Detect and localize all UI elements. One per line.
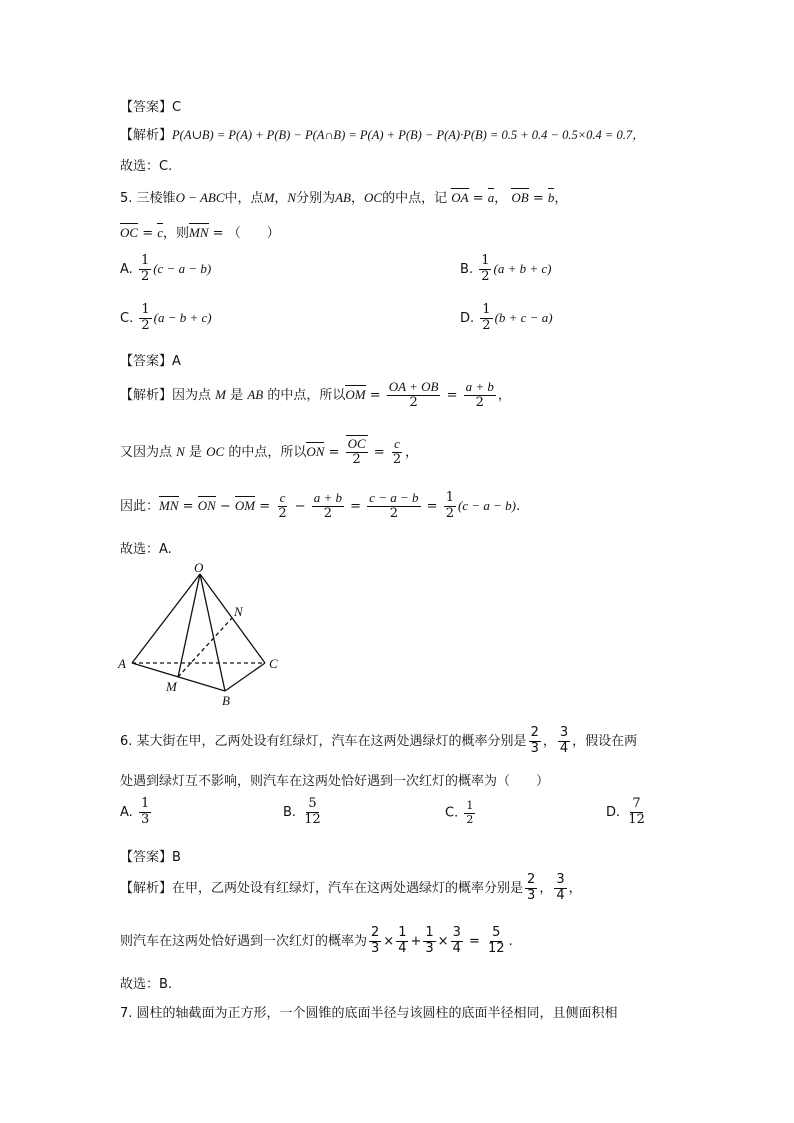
frac-den: 12: [304, 811, 321, 827]
answer-label: 【答案】: [120, 100, 173, 115]
frac-num: 1: [398, 925, 407, 940]
q6-conclusion: 故选：B.: [120, 977, 173, 992]
vec-om: OM: [234, 497, 256, 513]
comma: ，: [568, 880, 582, 896]
answer-value: A: [172, 354, 181, 369]
option-label: C.: [445, 805, 459, 821]
point-m: M: [263, 190, 275, 205]
frac-den: 2: [389, 505, 399, 521]
frac-num: 3: [556, 872, 565, 887]
q5-conclusion: 故选：A.: [120, 542, 172, 557]
frac-den: 2: [475, 394, 484, 410]
frac-num: 2: [530, 725, 539, 740]
frac-den: 2: [481, 268, 490, 284]
q6-option-d[interactable]: [606, 797, 649, 828]
q5-option-a[interactable]: [120, 254, 211, 285]
text: 是: [230, 387, 244, 403]
frac-den: 2: [409, 394, 418, 410]
text: 是: [188, 444, 202, 460]
question-number: 6.: [120, 733, 133, 749]
option-expr: (b + c − a): [494, 309, 553, 325]
question-number: 7.: [120, 1006, 133, 1021]
frac-num: OC: [347, 436, 366, 451]
frac-den: 2: [482, 317, 491, 333]
point-n: N: [176, 443, 185, 459]
frac-den: 2: [140, 268, 150, 284]
frac-den: 2: [278, 505, 287, 521]
frac-num: 3: [452, 925, 461, 940]
vec-on: ON: [306, 443, 325, 459]
answer-value: B: [172, 850, 181, 865]
label-b: B: [222, 693, 230, 708]
frac-num: 7: [632, 796, 641, 811]
frac-num: 1: [141, 302, 150, 317]
stem-text: 某大街在甲，乙两处设有红绿灯，汽车在这两处遇绿灯的概率分别是: [136, 733, 527, 749]
frac-num: 1: [140, 253, 150, 268]
frac-num: c − a − b: [369, 490, 419, 505]
q6-option-a[interactable]: [120, 797, 153, 828]
text: 则汽车在这两处恰好遇到一次红灯的概率为: [120, 933, 368, 949]
text: 因为点: [172, 387, 212, 403]
frac-num: 5: [308, 796, 317, 811]
analysis-label: 【解析】: [120, 128, 173, 143]
frac-den: 12: [488, 940, 505, 956]
label-a: A: [118, 656, 126, 671]
frac-num: 1: [466, 799, 474, 812]
point-n: N: [287, 190, 297, 205]
option-expr: (a − b + c): [153, 309, 212, 325]
comma: ，: [405, 444, 419, 460]
option-label: B.: [283, 804, 297, 820]
vec-oa: OA: [451, 190, 469, 205]
vec-ob: OB: [511, 190, 529, 205]
seg-oc: OC: [364, 190, 383, 205]
frac-num: 1: [482, 302, 491, 317]
frac-den: 2: [141, 317, 150, 333]
frac-num: 1: [425, 925, 434, 940]
label-m: M: [166, 679, 177, 694]
final-expr: (c − a − b): [458, 497, 516, 513]
frac-num: a + b: [313, 490, 343, 505]
frac-den: 3: [140, 811, 150, 827]
comma: ，: [554, 191, 568, 206]
label-c: C: [269, 656, 278, 671]
seg-oc: OC: [206, 443, 225, 459]
frac-den: 4: [559, 740, 569, 756]
label-o: O: [194, 560, 204, 575]
frac-den: 2: [323, 505, 333, 521]
segment-mn-hidden: [178, 618, 232, 677]
frac-num: 1: [445, 490, 454, 505]
frac-num: c: [394, 436, 400, 451]
tetra-name: O − ABC: [175, 190, 225, 205]
frac-den: 4: [398, 940, 407, 956]
q5-analysis-line1: 【解析】因为点 M 是 AB 的中点，所以OM = $\frac{OA + OB}{2}$ = $\frac{a + b}{2}$ ，: [120, 379, 511, 410]
q6-option-c[interactable]: [445, 800, 477, 826]
q6-option-b[interactable]: [283, 797, 325, 828]
option-label: D.: [606, 804, 621, 820]
q6-analysis-line1: [120, 873, 582, 904]
text: 的中点，所以: [267, 387, 346, 403]
q6-stem-line2: 处遇到绿灯互不影响，则汽车在这两处恰好遇到一次红灯的概率为（ ）: [120, 774, 550, 789]
seg-ab: AB: [247, 386, 264, 402]
q5-stem-line1: 5. 三棱锥O − ABC中，点M，N分别为AB，OC的中点，记 OA = a， OB = b，: [120, 190, 568, 206]
frac-num: 3: [559, 725, 569, 740]
vec-om: OM: [345, 386, 366, 402]
frac-den: 3: [527, 887, 536, 903]
q5-analysis-line2: 又因为点 N 是 OC 的中点，所以ON = $\frac{OC}{2}$ = $\frac{c}{2}$ ，: [120, 436, 419, 467]
frac-den: 2: [392, 451, 402, 467]
frac-num: OA + OB: [388, 379, 439, 394]
frac-num: 1: [481, 253, 490, 268]
vec-c: c: [157, 225, 164, 240]
text: 的中点，所以: [228, 444, 307, 460]
q5-stem-line2: OC = c，则MN = （ ）: [120, 225, 280, 241]
question-number: 5.: [120, 191, 133, 206]
frac-num: 1: [140, 796, 150, 811]
frac-den: 12: [628, 811, 645, 827]
comma: ，: [542, 733, 556, 749]
q6-stem-line1: [120, 726, 637, 757]
stem-text: （ ）: [227, 226, 280, 241]
label-n: N: [234, 604, 243, 619]
option-label: C.: [120, 310, 134, 326]
comma: ，: [494, 191, 508, 206]
stem-text: ，假设在两: [572, 733, 638, 749]
q4-answer-line: [120, 96, 181, 115]
frac-num: 5: [492, 925, 501, 940]
analysis-label: 【解析】: [120, 880, 173, 896]
stem-text: 圆柱的轴截面为正方形，一个圆锥的底面半径与该圆柱的底面半径相同，且侧面积相: [136, 1006, 618, 1021]
frac-num: a + b: [465, 379, 494, 394]
frac-den: 4: [556, 887, 565, 903]
q5-option-d[interactable]: [460, 303, 553, 334]
stem-text: 分别为: [296, 191, 336, 206]
vec-mn: MN: [159, 497, 179, 513]
answer-label: 【答案】: [120, 354, 173, 369]
q5-answer-line: [120, 350, 181, 369]
frac-num: c: [279, 490, 286, 505]
frac-den: 3: [530, 740, 539, 756]
comma: ，: [351, 191, 365, 206]
stem-text: ，则: [163, 226, 190, 241]
option-label: B.: [460, 261, 474, 277]
option-label: A.: [120, 804, 133, 820]
analysis-label: 【解析】: [120, 387, 173, 403]
tetrahedron-figure: [110, 560, 300, 710]
comma: ，: [497, 387, 511, 403]
frac-den: 3: [371, 940, 380, 956]
vec-a: a: [487, 190, 495, 205]
comma: ，: [539, 880, 553, 896]
seg-ab: AB: [335, 190, 351, 205]
q4-conclusion: 故选：C.: [120, 159, 173, 174]
option-label: D.: [460, 310, 475, 326]
frac-den: 2: [466, 812, 474, 826]
edge-bc: [225, 663, 265, 691]
frac-den: 4: [452, 940, 461, 956]
comma: ，: [274, 191, 288, 206]
q6-answer-line: [120, 846, 181, 865]
option-expr: (a + b + c): [493, 260, 552, 276]
frac-den: 2: [352, 451, 361, 467]
option-expr: (c − a − b): [153, 260, 212, 276]
frac-num: 2: [371, 925, 380, 940]
q5-analysis-line3: 因此：MN = ON − OM = $\frac{c}{2}$ − $\frac{a + b}{2}$ = $\frac{c - a - b}{2}$ = $\frac{1}{2}$ (c − a − b).: [120, 490, 521, 521]
vec-b: b: [547, 190, 555, 205]
frac-den: 2: [445, 505, 454, 521]
stem-text: 中，点: [224, 191, 264, 206]
stem-text: 三棱锥: [136, 191, 176, 206]
analysis-formula: P(A∪B) = P(A) + P(B) − P(A∩B) = P(A) + P(B) − P(A)·P(B) = 0.5 + 0.4 − 0.5×0.4 = 0.7，: [172, 128, 645, 142]
point-m: M: [215, 386, 227, 402]
stem-text: 的中点，记: [382, 191, 448, 206]
text: 因此：: [120, 498, 160, 514]
vec-oc: OC: [120, 225, 139, 240]
text: 在甲，乙两处设有红绿灯，汽车在这两处遇绿灯的概率分别是: [172, 880, 524, 896]
q4-analysis-line: [120, 124, 645, 143]
q5-option-c[interactable]: [120, 303, 212, 334]
vec-on: ON: [197, 497, 216, 513]
frac-den: 3: [425, 940, 434, 956]
q6-analysis-line2: 则汽车在这两处恰好遇到一次红灯的概率为 $\frac{2}{3}$ × $\frac{1}{4}$ + $\frac{1}{3}$ × $\frac{3}{4}$ = $\frac{5}{12}$ .: [120, 925, 513, 956]
option-label: A.: [120, 261, 133, 277]
answer-value: C: [172, 100, 182, 115]
vec-mn: MN: [189, 225, 209, 240]
frac-num: 2: [527, 872, 536, 887]
edge-oa: [132, 574, 200, 663]
text: 又因为点: [120, 444, 173, 460]
q7-stem-line1: [120, 1002, 618, 1021]
answer-label: 【答案】: [120, 850, 173, 865]
q5-option-b[interactable]: [460, 254, 551, 285]
